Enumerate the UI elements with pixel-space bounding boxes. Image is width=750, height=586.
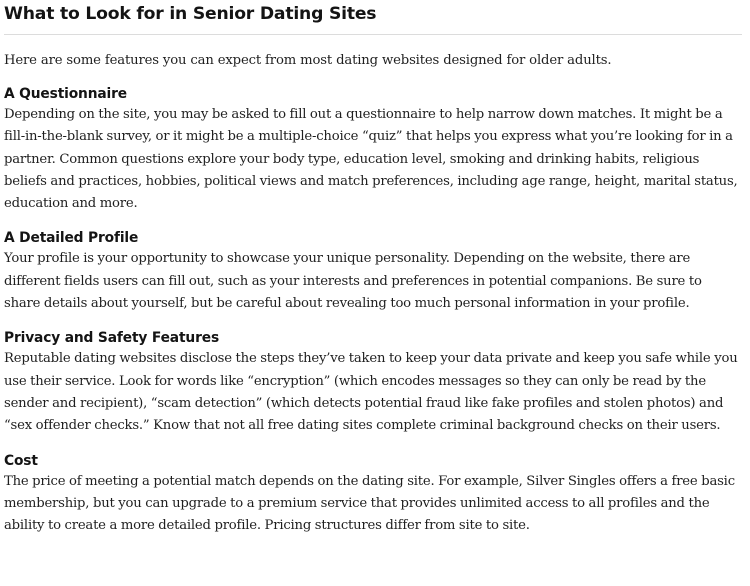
section-questionnaire	[4, 84, 738, 215]
intro-paragraph: Here are some features you can expect from most dating websites designed for older adults.	[4, 53, 612, 68]
section-privacy-safety	[4, 328, 738, 437]
section-detailed-profile	[4, 228, 738, 315]
section-heading: Cost	[4, 452, 38, 469]
section-cost	[4, 451, 738, 538]
section-heading: Privacy and Safety Features	[4, 330, 220, 347]
section-body: The price of meeting a potential match depends on the dating site. For example, Silver Singles offers a free basic membership, but you can upgrade to a premium service that provides unlimited access to all profiles and the ability to create a more detailed profile. Pricing structures differ from site to site.	[4, 473, 735, 534]
section-heading: A Detailed Profile	[4, 230, 139, 247]
section-body: Reputable dating websites disclose the steps they’ve taken to keep your data private and keep you safe while you use their service. Look for words like “encryption” (which encodes messages so they can only be read by the sender and recipient), “scam detection” (which detects potential fraud like fake profiles and stolen photos) and “sex offender checks.” Know that not all free dating sites complete criminal background checks on their users.	[4, 351, 738, 434]
title-divider	[4, 34, 742, 35]
page-title: What to Look for in Senior Dating Sites	[4, 4, 377, 24]
section-body: Your profile is your opportunity to showcase your unique personality. Depending on the website, there are different fields users can fill out, such as your interests and preferences in potential companions. Be sure to share details about yourself, but be careful about revealing too much personal information in your profile.	[4, 251, 702, 312]
section-heading: A Questionnaire	[4, 86, 127, 102]
section-body: Depending on the site, you may be asked to fill out a questionnaire to help narrow down matches. It might be a fill-in-the-blank survey, or it might be a multiple-choice “quiz” that helps you express what you’re looking for in a partner. Common questions explore your body type, education level, smoking and drinking habits, religious beliefs and practices, hobbies, political views and match preferences, including age range, height, marital status, education and more.	[4, 107, 738, 212]
